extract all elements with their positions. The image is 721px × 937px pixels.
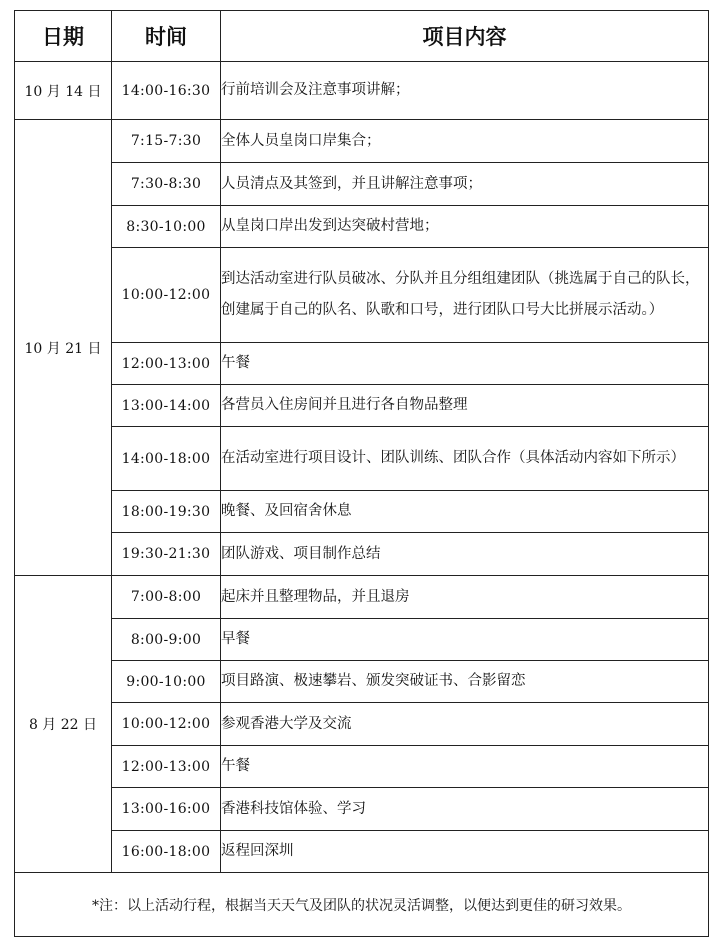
time-cell: 16:00-18:00	[112, 831, 221, 873]
content-cell: 团队游戏、项目制作总结	[221, 533, 709, 576]
time-cell: 9:00-10:00	[112, 661, 221, 703]
table-row	[15, 491, 709, 533]
content-cell: 早餐	[221, 619, 709, 661]
table-row	[15, 343, 709, 385]
content-cell: 项目路演、极速攀岩、颁发突破证书、合影留恋	[221, 661, 709, 703]
time-cell: 7:15-7:30	[112, 120, 221, 163]
content-cell: 起床并且整理物品，并且退房	[221, 576, 709, 619]
time-cell: 7:00-8:00	[112, 576, 221, 619]
time-cell: 18:00-19:30	[112, 491, 221, 533]
table-row	[15, 427, 709, 491]
time-cell: 19:30-21:30	[112, 533, 221, 576]
note-text: *注：以上活动行程，根据当天天气及团队的状况灵活调整，以便达到更佳的研习效果。	[15, 873, 709, 937]
time-cell: 8:30-10:00	[112, 206, 221, 248]
content-cell: 人员清点及其签到，并且讲解注意事项；	[221, 163, 709, 206]
table-row	[15, 788, 709, 831]
table-row	[15, 62, 709, 120]
time-cell: 12:00-13:00	[112, 746, 221, 788]
table-row	[15, 703, 709, 746]
content-cell: 行前培训会及注意事项讲解；	[221, 62, 709, 120]
time-cell: 8:00-9:00	[112, 619, 221, 661]
header-row	[15, 11, 709, 62]
time-cell: 10:00-12:00	[112, 703, 221, 746]
date-cell: 8 月 22 日	[15, 576, 112, 873]
table-row	[15, 661, 709, 703]
table-row	[15, 746, 709, 788]
content-cell: 香港科技馆体验、学习	[221, 788, 709, 831]
date-cell: 10 月 21 日	[15, 120, 112, 576]
content-cell: 全体人员皇岗口岸集合；	[221, 120, 709, 163]
table-row	[15, 576, 709, 619]
header-time: 时间	[112, 11, 221, 62]
schedule-table	[14, 10, 709, 937]
table-row	[15, 248, 709, 343]
header-content: 项目内容	[221, 11, 709, 62]
content-cell: 午餐	[221, 746, 709, 788]
table-row	[15, 385, 709, 427]
table-row	[15, 206, 709, 248]
time-cell: 14:00-16:30	[112, 62, 221, 120]
table-row	[15, 533, 709, 576]
table-row	[15, 120, 709, 163]
content-cell: 晚餐、及回宿舍休息	[221, 491, 709, 533]
content-cell: 各营员入住房间并且进行各自物品整理	[221, 385, 709, 427]
content-cell: 午餐	[221, 343, 709, 385]
table-row	[15, 163, 709, 206]
table-row	[15, 619, 709, 661]
time-cell: 13:00-14:00	[112, 385, 221, 427]
content-cell: 从皇岗口岸出发到达突破村营地；	[221, 206, 709, 248]
time-cell: 12:00-13:00	[112, 343, 221, 385]
content-cell: 返程回深圳	[221, 831, 709, 873]
time-cell: 7:30-8:30	[112, 163, 221, 206]
header-date: 日期	[15, 11, 112, 62]
content-cell: 参观香港大学及交流	[221, 703, 709, 746]
date-cell: 10 月 14 日	[15, 62, 112, 120]
table-row	[15, 831, 709, 873]
time-cell: 10:00-12:00	[112, 248, 221, 343]
content-cell: 在活动室进行项目设计、团队训练、团队合作（具体活动内容如下所示）	[221, 427, 709, 491]
content-cell: 到达活动室进行队员破冰、分队并且分组组建团队（挑选属于自己的队长，创建属于自己的队名、队歌和口号，进行团队口号大比拼展示活动。）	[221, 248, 709, 343]
note-row	[15, 873, 709, 937]
time-cell: 14:00-18:00	[112, 427, 221, 491]
time-cell: 13:00-16:00	[112, 788, 221, 831]
